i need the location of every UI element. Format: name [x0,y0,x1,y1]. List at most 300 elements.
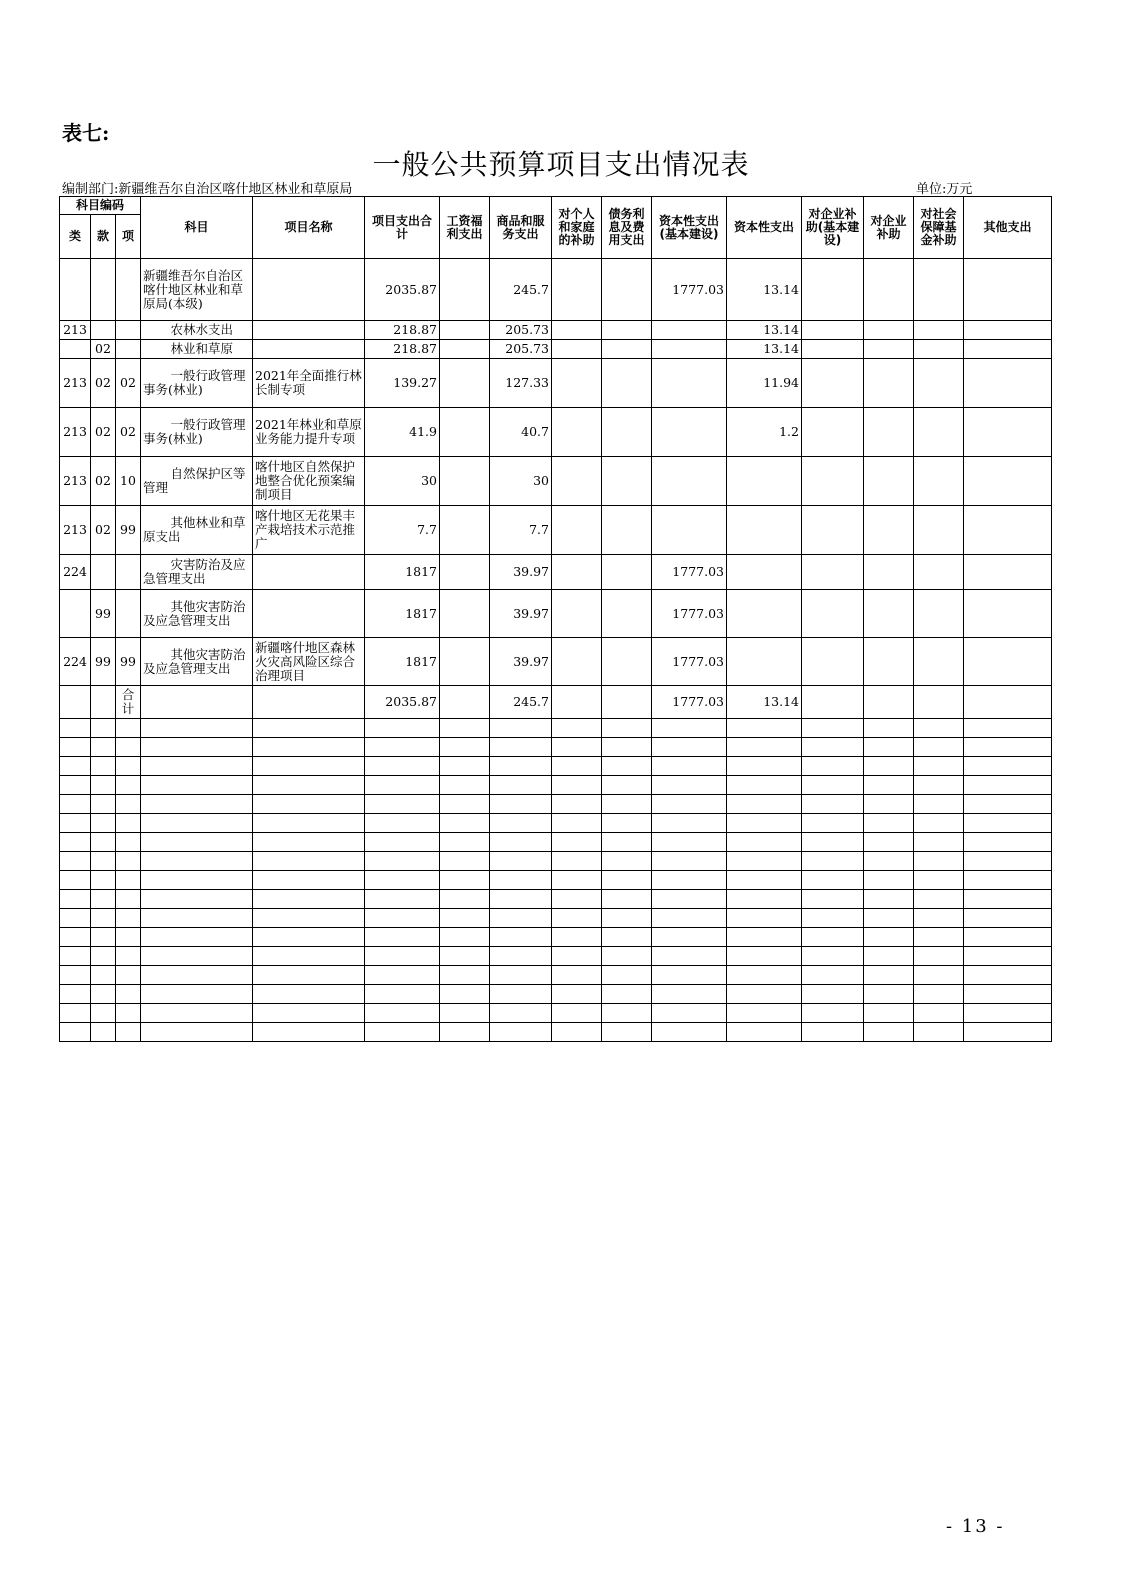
empty-cell [490,738,552,757]
empty-cell [60,985,91,1004]
empty-cell [440,890,490,909]
empty-cell [490,833,552,852]
header-kuan: 款 [91,215,116,259]
empty-cell [141,795,253,814]
empty-table-row [60,985,1052,1004]
header-capital-infra: 资本性支出(基本建设) [652,197,727,259]
empty-cell [727,757,802,776]
cell-xiang [116,555,141,590]
empty-cell [864,928,914,947]
empty-cell [914,1023,964,1042]
empty-cell [552,833,602,852]
table-row [60,555,1052,590]
cell-other [964,359,1052,408]
cell-xiang [116,321,141,340]
cell-social [914,408,964,457]
empty-cell [116,890,141,909]
empty-cell [864,833,914,852]
empty-cell [253,814,365,833]
empty-cell [365,985,440,1004]
empty-cell [864,909,914,928]
cell-goods: 245.7 [490,259,552,321]
empty-cell [490,757,552,776]
table-header [60,197,1052,259]
cell-ent-infra [802,259,864,321]
empty-cell [490,1004,552,1023]
cell-ent [864,506,914,555]
empty-cell [141,776,253,795]
empty-cell [864,814,914,833]
empty-cell [864,776,914,795]
cell-project [253,259,365,321]
empty-cell [602,909,652,928]
empty-cell [964,814,1052,833]
empty-cell [490,795,552,814]
empty-cell [253,757,365,776]
cell-social [914,555,964,590]
cell-kuan: 02 [91,457,116,506]
empty-cell [440,852,490,871]
empty-cell [864,947,914,966]
page-number: - 13 - [946,1516,1005,1537]
cell-personal [552,359,602,408]
empty-cell [602,966,652,985]
cell-kuan: 02 [91,340,116,359]
empty-cell [864,966,914,985]
empty-cell [802,947,864,966]
empty-cell [914,985,964,1004]
cell-capital [727,457,802,506]
empty-cell [440,719,490,738]
cell-xiang [116,340,141,359]
table-number-label: 表七: [62,121,110,145]
empty-cell [602,1023,652,1042]
empty-cell [914,833,964,852]
cell-wage [440,590,490,638]
empty-table-row [60,890,1052,909]
header-wage: 工资福利支出 [440,197,490,259]
cell-goods: 39.97 [490,590,552,638]
empty-cell [91,738,116,757]
cell-lei: 213 [60,359,91,408]
cell-debt [602,321,652,340]
cell-lei: 213 [60,408,91,457]
empty-cell [602,757,652,776]
empty-cell [440,738,490,757]
empty-cell [91,1023,116,1042]
empty-table-row [60,795,1052,814]
cell-personal [552,259,602,321]
empty-cell [365,871,440,890]
table-row [60,340,1052,359]
empty-cell [914,1004,964,1023]
cell-xiang: 99 [116,638,141,686]
empty-cell [964,909,1052,928]
cell-xiang [116,590,141,638]
empty-cell [914,966,964,985]
header-xiang: 项 [116,215,141,259]
empty-cell [802,871,864,890]
empty-cell [91,909,116,928]
cell-subject: 其他灾害防治及应急管理支出 [141,638,253,686]
cell-total: 1817 [365,638,440,686]
cell-ent-infra [802,590,864,638]
empty-cell [141,947,253,966]
table-row [60,408,1052,457]
cell-debt [602,506,652,555]
cell-other [964,408,1052,457]
empty-cell [365,757,440,776]
cell-ent [864,457,914,506]
cell-goods: 40.7 [490,408,552,457]
empty-cell [964,795,1052,814]
empty-cell [727,814,802,833]
empty-cell [914,928,964,947]
cell-kuan [91,555,116,590]
cell-personal [552,686,602,719]
empty-cell [652,776,727,795]
cell-ent-infra [802,686,864,719]
empty-cell [116,985,141,1004]
table-body [60,259,1052,1042]
empty-cell [652,738,727,757]
cell-social [914,457,964,506]
empty-cell [490,985,552,1004]
empty-cell [802,795,864,814]
empty-cell [253,1004,365,1023]
empty-cell [490,928,552,947]
unit-label: 单位:万元 [916,182,973,197]
empty-cell [365,833,440,852]
empty-cell [440,795,490,814]
cell-project [253,590,365,638]
empty-cell [552,814,602,833]
cell-capital: 13.14 [727,259,802,321]
cell-ent-infra [802,340,864,359]
empty-cell [652,871,727,890]
empty-cell [365,1023,440,1042]
cell-subject: 一般行政管理事务(林业) [141,408,253,457]
cell-wage [440,408,490,457]
cell-kuan: 02 [91,408,116,457]
empty-cell [440,928,490,947]
empty-cell [602,795,652,814]
header-capital: 资本性支出 [727,197,802,259]
cell-capital-infra: 1777.03 [652,555,727,590]
cell-project: 2021年林业和草原业务能力提升专项 [253,408,365,457]
cell-total: 218.87 [365,321,440,340]
cell-xiang: 02 [116,359,141,408]
empty-cell [253,890,365,909]
empty-cell [440,1004,490,1023]
cell-social [914,590,964,638]
cell-project [253,686,365,719]
cell-personal [552,506,602,555]
empty-cell [253,852,365,871]
header-other: 其他支出 [964,197,1052,259]
empty-cell [727,852,802,871]
empty-cell [727,795,802,814]
empty-cell [60,909,91,928]
cell-project [253,321,365,340]
empty-cell [490,966,552,985]
empty-cell [652,890,727,909]
cell-lei: 213 [60,457,91,506]
empty-cell [914,871,964,890]
empty-cell [365,852,440,871]
empty-cell [652,814,727,833]
cell-wage [440,259,490,321]
cell-social [914,321,964,340]
cell-capital-infra: 1777.03 [652,638,727,686]
cell-capital: 1.2 [727,408,802,457]
empty-cell [60,814,91,833]
empty-cell [864,985,914,1004]
empty-table-row [60,947,1052,966]
empty-cell [141,719,253,738]
empty-cell [864,1023,914,1042]
cell-ent-infra [802,321,864,340]
empty-cell [253,833,365,852]
empty-cell [802,776,864,795]
cell-goods: 205.73 [490,321,552,340]
cell-capital [727,590,802,638]
table-row [60,506,1052,555]
cell-social [914,340,964,359]
cell-wage [440,340,490,359]
empty-cell [253,719,365,738]
empty-cell [802,833,864,852]
empty-cell [141,833,253,852]
empty-cell [802,966,864,985]
cell-lei: 213 [60,506,91,555]
cell-capital-infra: 1777.03 [652,590,727,638]
empty-cell [141,757,253,776]
cell-lei [60,590,91,638]
empty-cell [365,814,440,833]
header-code-group: 科目编码 [60,197,141,215]
cell-subject: 自然保护区等管理 [141,457,253,506]
budget-table [59,196,1052,1042]
cell-ent-infra [802,638,864,686]
empty-cell [141,890,253,909]
cell-other [964,686,1052,719]
cell-ent-infra [802,359,864,408]
empty-cell [864,1004,914,1023]
cell-debt [602,408,652,457]
cell-project: 喀什地区自然保护地整合优化预案编制项目 [253,457,365,506]
cell-project: 喀什地区无花果丰产栽培技术示范推广 [253,506,365,555]
empty-cell [802,909,864,928]
cell-kuan [91,686,116,719]
cell-lei [60,259,91,321]
empty-cell [91,776,116,795]
cell-wage [440,638,490,686]
empty-cell [490,852,552,871]
cell-debt [602,686,652,719]
empty-cell [914,719,964,738]
empty-cell [490,909,552,928]
cell-other [964,590,1052,638]
cell-kuan: 02 [91,506,116,555]
empty-cell [91,814,116,833]
empty-cell [602,985,652,1004]
empty-cell [964,928,1052,947]
cell-capital-infra [652,408,727,457]
cell-social [914,259,964,321]
empty-cell [727,966,802,985]
cell-total: 139.27 [365,359,440,408]
empty-cell [652,852,727,871]
empty-cell [652,909,727,928]
empty-cell [141,852,253,871]
empty-cell [602,719,652,738]
empty-cell [552,852,602,871]
empty-cell [141,985,253,1004]
empty-cell [116,1004,141,1023]
cell-goods: 205.73 [490,340,552,359]
cell-personal [552,340,602,359]
empty-cell [141,871,253,890]
empty-cell [727,738,802,757]
empty-cell [602,871,652,890]
empty-cell [652,985,727,1004]
table-row-total [60,686,1052,719]
cell-capital-infra [652,506,727,555]
empty-cell [440,814,490,833]
header-social: 对社会保障基金补助 [914,197,964,259]
empty-cell [552,928,602,947]
empty-cell [253,966,365,985]
header-total: 项目支出合计 [365,197,440,259]
empty-cell [91,985,116,1004]
empty-cell [802,738,864,757]
empty-cell [602,776,652,795]
empty-cell [365,890,440,909]
empty-cell [802,890,864,909]
empty-cell [116,814,141,833]
cell-other [964,638,1052,686]
empty-cell [602,928,652,947]
cell-subject: 灾害防治及应急管理支出 [141,555,253,590]
empty-cell [552,1023,602,1042]
cell-debt [602,359,652,408]
empty-cell [914,738,964,757]
cell-wage [440,457,490,506]
cell-total: 218.87 [365,340,440,359]
empty-cell [490,814,552,833]
empty-cell [964,757,1052,776]
empty-table-row [60,719,1052,738]
empty-table-row [60,871,1052,890]
empty-cell [116,928,141,947]
empty-cell [727,776,802,795]
empty-cell [91,719,116,738]
empty-cell [116,871,141,890]
empty-cell [602,947,652,966]
cell-xiang: 02 [116,408,141,457]
empty-cell [964,738,1052,757]
empty-cell [365,795,440,814]
empty-cell [253,795,365,814]
cell-capital-infra: 1777.03 [652,686,727,719]
header-lei: 类 [60,215,91,259]
cell-subject [141,686,253,719]
empty-cell [964,985,1052,1004]
empty-cell [60,1023,91,1042]
cell-goods: 30 [490,457,552,506]
cell-goods: 7.7 [490,506,552,555]
empty-cell [116,776,141,795]
header-ent-infra: 对企业补助(基本建设) [802,197,864,259]
empty-table-row [60,738,1052,757]
table-row [60,259,1052,321]
empty-cell [727,833,802,852]
empty-cell [727,909,802,928]
cell-subject: 其他林业和草原支出 [141,506,253,555]
empty-cell [802,1023,864,1042]
empty-cell [602,1004,652,1023]
empty-table-row [60,928,1052,947]
header-project: 项目名称 [253,197,365,259]
cell-social [914,638,964,686]
empty-cell [116,852,141,871]
empty-cell [365,738,440,757]
page-title: 一般公共预算项目支出情况表 [372,148,750,181]
empty-cell [802,985,864,1004]
cell-total: 30 [365,457,440,506]
empty-cell [60,795,91,814]
cell-project: 2021年全面推行林长制专项 [253,359,365,408]
empty-table-row [60,852,1052,871]
cell-wage [440,686,490,719]
empty-cell [602,833,652,852]
empty-table-row [60,757,1052,776]
empty-cell [552,738,602,757]
empty-cell [60,852,91,871]
table-row [60,638,1052,686]
empty-cell [652,795,727,814]
cell-ent [864,359,914,408]
empty-cell [91,890,116,909]
empty-cell [727,985,802,1004]
empty-cell [440,966,490,985]
empty-table-row [60,776,1052,795]
cell-kuan: 02 [91,359,116,408]
cell-capital: 13.14 [727,340,802,359]
empty-cell [141,814,253,833]
empty-cell [141,928,253,947]
cell-debt [602,590,652,638]
empty-cell [964,852,1052,871]
cell-wage [440,359,490,408]
empty-cell [652,1004,727,1023]
cell-capital [727,638,802,686]
empty-cell [141,1004,253,1023]
empty-cell [864,757,914,776]
empty-cell [365,719,440,738]
cell-lei [60,686,91,719]
empty-cell [91,871,116,890]
empty-cell [440,776,490,795]
empty-cell [914,947,964,966]
cell-ent-infra [802,408,864,457]
cell-other [964,340,1052,359]
cell-wage [440,321,490,340]
empty-cell [552,966,602,985]
cell-other [964,457,1052,506]
cell-personal [552,321,602,340]
